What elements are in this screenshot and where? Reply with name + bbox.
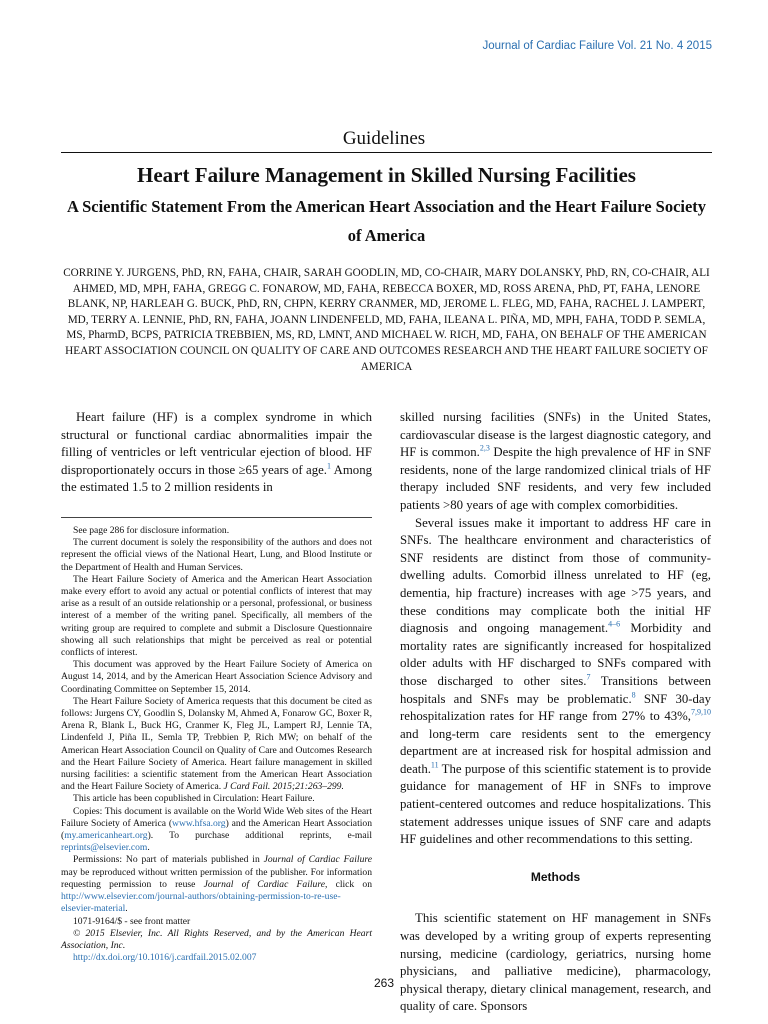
reference-link[interactable]: 2,3 — [479, 443, 490, 453]
footnote-responsibility: The current document is solely the responsibility of the authors and does not represent the official views of the National Heart, Lung, and Blood Institute or the Department of Health and Human Services. — [61, 537, 372, 573]
reference-link[interactable]: 7,9,10 — [691, 707, 711, 717]
reference-link[interactable]: 7 — [586, 672, 591, 682]
footnote-citation: The Heart Failure Society of America requests that this document be cited as follows: Jurgens CY, Goodlin S, Dolansky M, Ahmed A, Fonarow GC, Boxer R, Arena R, Blank L, Buck HG, Cranmer K, Fleg JL, Lampert RJ, Lennie TA, Lindenfeld J, Piña IL, Semla TP, Trebbien P, Rich MW; on behalf of the American Heart Association Council on Quality of Care and Outcomes Research and the Heart Failure Society of America. Heart failure management in skilled nursing facilities: a scientific statement from the American Heart Association and the Heart Failure Society of America. J Card Fail. 2015;21:263–299. — [61, 695, 372, 793]
issn-line: 1071-9164/$ - see front matter — [73, 915, 191, 927]
footnote-copublished: This article has been copublished in Circulation: Heart Failure. — [73, 793, 315, 805]
right-column-body — [400, 409, 711, 1016]
page-number: 263 — [373, 976, 395, 990]
doi-link[interactable]: http://dx.doi.org/10.1016/j.cardfail.2015.02.007 — [73, 952, 257, 964]
left-column-body — [61, 409, 372, 497]
footnote-copies: Copies: This document is available on the World Wide Web sites of the Heart Failure Society of America (www.hfsa.org) and the American Heart Association (my.americanheart.org). To purchase additional reprints, e-mail reprints@elsevier.com. — [61, 805, 372, 854]
reprints-email-link[interactable]: reprints@elsevier.com — [61, 842, 148, 854]
methods-paragraph: This scientific statement on HF management in SNFs was developed by a writing group of experts representing nursing, medicine (cardiology, geriatrics, nursing home physicians, and palliative medicine), pharmacology, physical therapy, dietary clinical management, research, and quality of care. Sponsors — [400, 911, 711, 1014]
footnote-permissions: Permissions: No part of materials published in Journal of Cardiac Failure may be reproduced without written permission of the publisher. For information requesting permission to reuse Journal of Cardiac Failure, click on http://www.elsevier.com/journal-authors/obtaining-permission-to-re-use-elsevier-material. — [61, 854, 372, 915]
footnote-disclosure: See page 286 for disclosure information. — [73, 525, 230, 536]
reference-link[interactable]: 4–6 — [608, 619, 621, 629]
methods-heading: Methods — [530, 869, 581, 884]
footnote-approval: This document was approved by the Heart Failure Society of America on August 14, 2014, and by the American Heart Association Science Advisory and Coordinating Committee on September 15, 2014. — [61, 659, 372, 695]
reference-link[interactable]: 8 — [631, 690, 636, 700]
footnote-conflicts: The Heart Failure Society of America and the American Heart Association make every effort to avoid any actual or potential conflicts of interest that may arise as a result of an outside relationship or a personal, professional, or business interest of a member of the writing panel. Specifically, all members of the writing group are required to complete and submit a Disclosure Questionnaire showing all such relationships that might be perceived as real or potential conflicts of interest. — [61, 573, 372, 659]
article-title: Heart Failure Management in Skilled Nursing Facilities — [137, 163, 636, 187]
title-rule — [61, 152, 712, 153]
paragraph-continued: skilled nursing facilities (SNFs) in the United States, cardiovascular disease is the largest diagnostic category, and HF is common.$^{2,3}$ Despite the high prevalence of HF in SNF residents, none of the large randomized clinical trials of HF therapy included SNF residents, and very few included patients >80 years of age with complex comorbidities. — [400, 410, 711, 512]
reference-link[interactable]: 11 — [430, 760, 439, 770]
journal-header: Journal of Cardiac Failure Vol. 21 No. 4 2015 — [482, 40, 712, 52]
article-subtitle: A Scientific Statement From the American Heart Association and the Heart Failure Society of America — [66, 197, 707, 245]
aha-link[interactable]: my.americanheart.org — [64, 830, 148, 842]
copyright-line: © 2015 Elsevier, Inc. All Rights Reserved, and by the American Heart Association, Inc. — [61, 927, 372, 951]
reference-link[interactable]: 1 — [326, 461, 331, 471]
section-label: Guidelines — [342, 128, 426, 149]
footnotes — [61, 525, 372, 964]
author-list: CORRINE Y. JURGENS, PhD, RN, FAHA, CHAIR, SARAH GOODLIN, MD, CO-CHAIR, MARY DOLANSKY, PhD, RN, CO-CHAIR, ALI AHMED, MD, MPH, FAHA, GREGG C. FONAROW, MD, FAHA, REBECCA BOXER, MD, ROSS ARENA, PhD, PT, FAHA, LENORE BLANK, NP, HARLEAH G. BUCK, PhD, RN, CHPN, KERRY CRANMER, MD, JEROME L. FLEG, MD, FAHA, RACHEL J. LAMPERT, MD, TERRY A. LENNIE, PhD, RN, FAHA, JOANN LINDENFELD, MD, FAHA, ILEANA L. PIÑA, MD, MPH, FAHA, TODD P. SEMLA, MS, PharmD, BCPS, PATRICIA TREBBIEN, MS, RD, LMNT, AND MICHAEL W. RICH, MD, FAHA, ON BEHALF OF THE AMERICAN HEART ASSOCIATION COUNCIL ON QUALITY OF CARE AND OUTCOMES RESEARCH AND THE HEART FAILURE SOCIETY OF AMERICA — [63, 267, 710, 373]
footnote-rule — [61, 517, 372, 518]
paragraph-issues: Several issues make it important to address HF care in SNFs. The healthcare environment and characteristics of SNF residents are distinct from those of community-dwelling adults. Comorbid illness unrelated to HF (eg, dementia, hip fracture) increases with age >75 years, and these conditions may complicate both the initial HF diagnosis and ongoing management.$^{4-6}$ Morbidity and mortality rates are significantly increased for hospitalized older adults with HF discharged to SNFs compared with those discharged to other sites.$^7$ Transitions between hospitals and SNFs may be problematic.$^8$ SNF 30-day rehospitalization rates for HF range from 27% to 43%,$^{7,9,10}$ and long-term care residents sent to the emergency department are at increased risk for hospital admission and death.$^{11}$ The purpose of this scientific statement is to provide guidance for management of HF in SNFs to improve patient-centered outcomes and reduce hospitalizations. This statement addresses unique issues of SNF care and adapts HF guidelines and other recommendations to this setting. — [400, 515, 711, 847]
permissions-link[interactable]: http://www.elsevier.com/journal-authors/obtaining-permission-to-re-use-elsevier-material — [61, 891, 341, 915]
hfsa-link[interactable]: www.hfsa.org — [172, 817, 226, 829]
intro-paragraph: Heart failure (HF) is a complex syndrome in which structural or functional cardiac abnormalities impair the filling of ventricles or left ventricular ejection of blood. HF disproportionately occurs in those ≥65 years of age.$^1$ Among the estimated 1.5 to 2 million residents in — [61, 410, 372, 495]
